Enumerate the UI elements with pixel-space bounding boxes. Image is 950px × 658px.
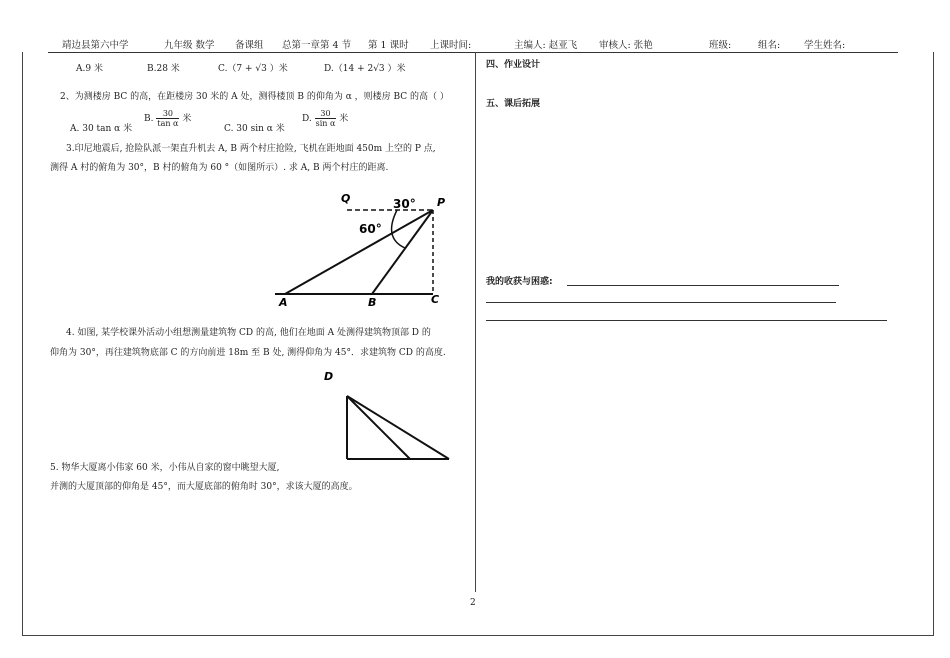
q2-text: 2、为测楼房 BC 的高，在距楼房 30 米的 A 处，测得楼顶 B 的仰角为 α ，则楼房 BC 的高（ ） [60,92,449,102]
label-angle-60: 60° [359,222,382,236]
gains-line-1 [567,285,839,286]
page-number: 2 [470,598,476,608]
header-lesson: 第 1 课时 [368,40,409,51]
q1-option-c: C.（7 + √3 ）米 [218,64,288,74]
label-c: C [431,293,440,306]
line-bd [347,396,410,459]
page-header [48,36,898,53]
q2-option-b: B. $\frac{30}{\text{tan α}}$ 米 [144,109,192,128]
q2-option-d: D. $\frac{30}{\text{sin α}}$ 米 [302,109,349,128]
column-divider [475,52,476,592]
q2-option-a: A. 30 tan α 米 [70,124,133,134]
header-reviewer: 审核人: 张艳 [599,40,653,51]
label-d: D [324,370,334,383]
label-p: P [437,196,446,209]
q2-option-d-fraction: $\frac{30}{\text{sin α}}$ [315,109,336,128]
page-frame [22,52,934,636]
q1-option-d: D.（14 + 2√3 ）米 [324,64,406,74]
gains-line-2 [486,302,836,303]
header-class-time: 上课时间: [430,40,472,51]
header-student: 学生姓名: [804,40,846,51]
label-a: A [279,296,288,309]
q5-line2: 并测的大厦顶部的仰角是 45°，而大厦底部的俯角时 30°，求该大厦的高度。 [50,482,358,492]
header-grade-subject: 九年级 数学 [164,40,215,51]
q1-option-a: A.9 米 [76,64,103,74]
section-extension: 五、课后拓展 [486,99,541,109]
q4-line2: 仰角为 30°，再往建筑物底部 C 的方向前进 18m 至 B 处, 测得仰角为 45°．求建筑物 CD 的高度. [50,348,446,358]
header-editor: 主编人: 赵亚飞 [514,40,578,51]
q2-option-b-fraction: $\frac{30}{\text{tan α}}$ [157,109,179,128]
header-class: 班级: [709,40,732,51]
section-homework: 四、作业设计 [486,60,541,70]
gains-label: 我的收获与困惑: [486,277,553,287]
header-group: 备课组 [235,40,264,51]
figure-helicopter [265,188,455,310]
q3-line1: 3.印尼地震后, 抢险队派一架直升机去 A, B 两个村庄抢险, 飞机在距地面 450m 上空的 P 点, [66,144,436,154]
gains-line-3 [486,320,887,321]
q5-line1: 5. 物华大厦离小伟家 60 米，小伟从自家的窗中眺望大厦, [50,463,280,473]
q4-line1: 4. 如图, 某学校课外活动小组想测量建筑物 CD 的高, 他们在地面 A 处测得建筑物顶部 D 的 [66,328,431,338]
q2-option-c: C. 30 sin α 米 [224,124,285,134]
figure-building [320,368,460,464]
label-angle-30: 30° [393,197,416,211]
q3-line2: 测得 A 村的俯角为 30°，B 村的俯角为 60 °（如图所示）. 求 A, B 两个村庄的距离. [50,163,389,173]
header-group-name: 组名: [758,40,781,51]
line-ad [347,396,449,459]
header-school: 靖边县第六中学 [62,40,129,51]
label-q: Q [341,192,351,205]
label-b: B [368,296,377,309]
q1-option-b: B.28 米 [147,64,180,74]
header-section: 总第一章第 4 节 [282,40,352,51]
